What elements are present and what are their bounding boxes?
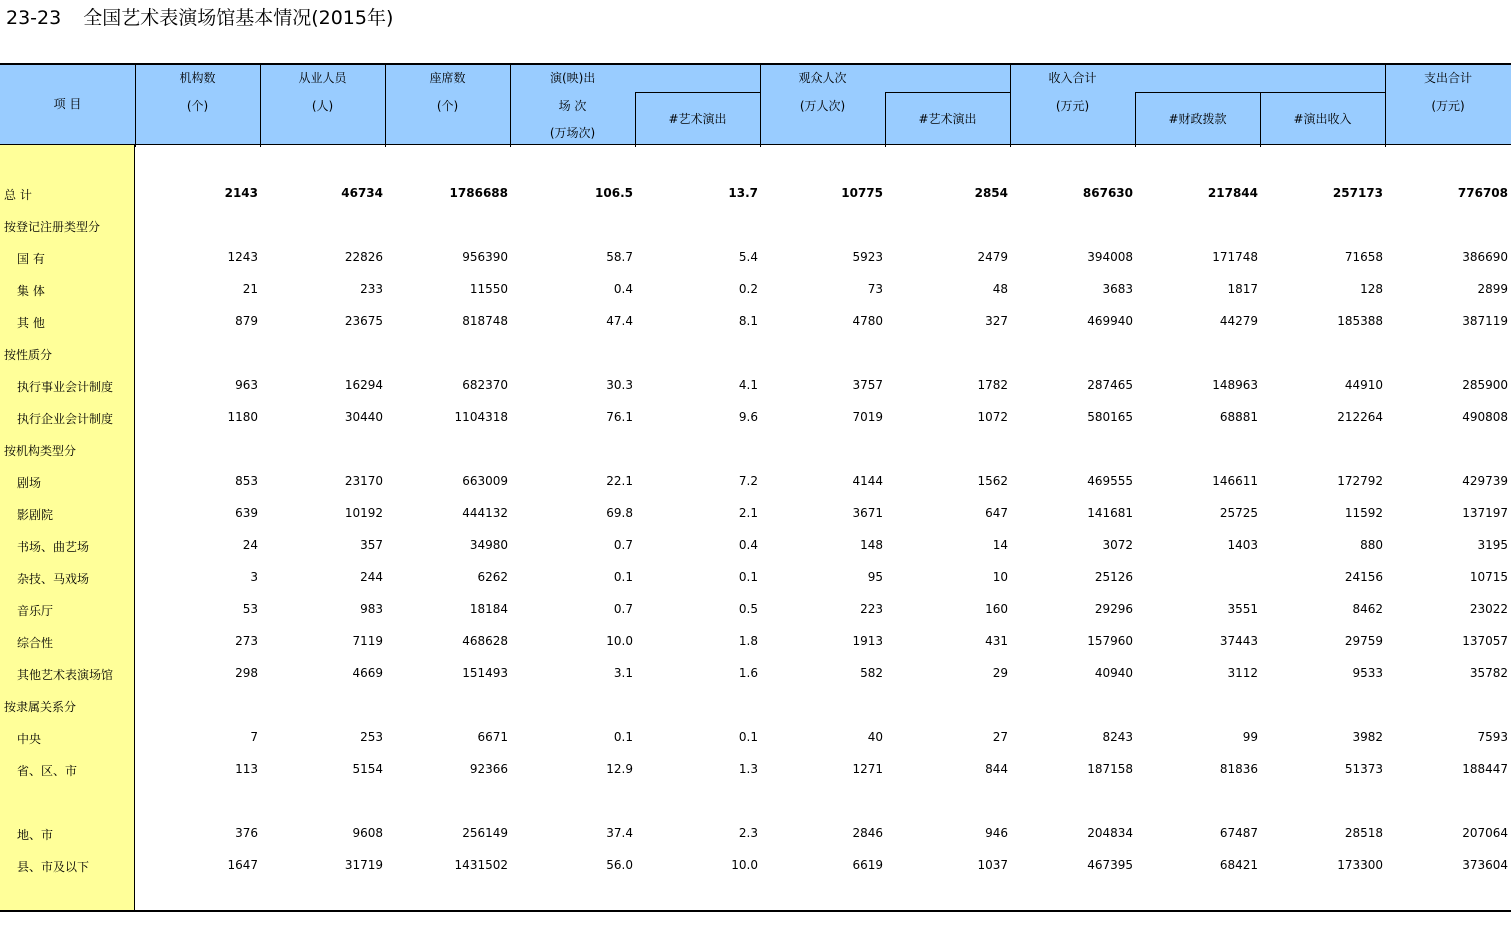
table-cell: 204834 xyxy=(1087,826,1133,840)
row-label: 杂技、马戏场 xyxy=(17,572,90,586)
row-label: 按登记注册类型分 xyxy=(4,220,101,234)
table-cell: 28518 xyxy=(1344,826,1383,840)
table-title xyxy=(6,6,393,30)
table-cell: 468628 xyxy=(462,634,508,648)
header-seats-unit: (个) xyxy=(436,99,459,113)
table-row xyxy=(0,369,1511,401)
table-cell: 73 xyxy=(867,282,883,296)
table-cell: 1431502 xyxy=(454,858,508,872)
table-cell: 24 xyxy=(242,538,258,552)
table-cell: 2143 xyxy=(224,186,258,200)
table-cell: 431 xyxy=(985,634,1008,648)
table-cell: 173300 xyxy=(1337,858,1383,872)
table-cell: 9608 xyxy=(352,826,383,840)
table-cell: 7593 xyxy=(1477,730,1508,744)
table-cell: 682370 xyxy=(462,378,508,392)
table-row xyxy=(0,305,1511,337)
row-label: 按性质分 xyxy=(4,348,53,362)
row-label: 执行事业会计制度 xyxy=(17,380,114,394)
header-expense-label: 支出合计 xyxy=(1423,71,1472,85)
table-cell: 0.1 xyxy=(738,570,758,584)
table-cell: 2846 xyxy=(852,826,883,840)
table-header xyxy=(0,63,1511,145)
table-cell: 0.7 xyxy=(613,602,633,616)
table-cell: 37443 xyxy=(1219,634,1258,648)
table-cell: 9533 xyxy=(1352,666,1383,680)
table-row xyxy=(0,241,1511,273)
table-cell: 11550 xyxy=(469,282,508,296)
table-cell: 14 xyxy=(992,538,1008,552)
table-cell: 467395 xyxy=(1087,858,1133,872)
table-cell: 69.8 xyxy=(606,506,633,520)
table-cell: 10715 xyxy=(1469,570,1508,584)
table-cell: 10.0 xyxy=(731,858,758,872)
table-cell: 157960 xyxy=(1087,634,1133,648)
table-cell: 853 xyxy=(235,474,258,488)
table-cell: 23170 xyxy=(344,474,383,488)
table-cell: 68881 xyxy=(1219,410,1258,424)
table-cell: 34980 xyxy=(469,538,508,552)
table-cell: 30.3 xyxy=(606,378,633,392)
table-row xyxy=(0,657,1511,689)
row-label: 书场、曲艺场 xyxy=(17,540,90,554)
table-cell: 3683 xyxy=(1102,282,1133,296)
header-institutions-unit: (个) xyxy=(186,99,209,113)
row-label: 省、区、市 xyxy=(17,764,78,778)
table-row xyxy=(0,849,1511,881)
table-cell: 171748 xyxy=(1212,250,1258,264)
table-cell: 1072 xyxy=(977,410,1008,424)
table-cell: 22.1 xyxy=(606,474,633,488)
table-cell: 244 xyxy=(360,570,383,584)
table-cell: 663009 xyxy=(462,474,508,488)
table-cell: 76.1 xyxy=(606,410,633,424)
header-item: 项 目 xyxy=(53,97,82,111)
table-cell: 137057 xyxy=(1462,634,1508,648)
table-section-row xyxy=(0,337,1511,369)
table-cell: 256149 xyxy=(462,826,508,840)
table-cell: 818748 xyxy=(462,314,508,328)
table-cell: 11592 xyxy=(1344,506,1383,520)
table-cell: 21 xyxy=(242,282,258,296)
header-audience-group: 观众人次 xyxy=(798,71,847,85)
table-cell: 233 xyxy=(360,282,383,296)
header-audience-art: #艺术演出 xyxy=(918,112,977,126)
table-cell: 963 xyxy=(235,378,258,392)
table-cell: 217844 xyxy=(1207,186,1258,200)
table-cell: 10192 xyxy=(344,506,383,520)
table-cell: 387119 xyxy=(1462,314,1508,328)
table-cell: 23022 xyxy=(1469,602,1508,616)
table-cell: 6671 xyxy=(477,730,508,744)
table-cell: 1104318 xyxy=(454,410,508,424)
table-cell: 1786688 xyxy=(449,186,508,200)
table-cell: 776708 xyxy=(1457,186,1508,200)
table-cell: 298 xyxy=(235,666,258,680)
table-cell: 429739 xyxy=(1462,474,1508,488)
header-performances-unit: (万场次) xyxy=(549,126,596,140)
table-cell: 0.1 xyxy=(738,730,758,744)
table-cell: 137197 xyxy=(1462,506,1508,520)
table-cell: 5.4 xyxy=(738,250,758,264)
table-cell: 1403 xyxy=(1227,538,1258,552)
table-cell: 207064 xyxy=(1462,826,1508,840)
table-cell: 25126 xyxy=(1094,570,1133,584)
table-section-row xyxy=(0,689,1511,721)
table-row xyxy=(0,177,1511,209)
header-expense xyxy=(1385,71,1511,113)
table-cell: 4780 xyxy=(852,314,883,328)
table-cell: 867630 xyxy=(1082,186,1133,200)
table-cell: 10 xyxy=(992,570,1008,584)
table-cell: 273 xyxy=(235,634,258,648)
table-cell: 99 xyxy=(1242,730,1258,744)
table-cell: 13.7 xyxy=(728,186,758,200)
table-cell: 53 xyxy=(242,602,258,616)
table-cell: 151493 xyxy=(462,666,508,680)
table-cell: 4144 xyxy=(852,474,883,488)
table-cell: 113 xyxy=(235,762,258,776)
table-row xyxy=(0,529,1511,561)
table-cell: 7.2 xyxy=(738,474,758,488)
header-seats-label: 座席数 xyxy=(429,71,466,85)
table-cell: 223 xyxy=(860,602,883,616)
row-label: 按机构类型分 xyxy=(4,444,77,458)
header-employees xyxy=(260,71,385,113)
table-cell: 2899 xyxy=(1477,282,1508,296)
header-audience-unit: (万人次) xyxy=(799,99,846,113)
table-cell: 5923 xyxy=(852,250,883,264)
table-cell: 44910 xyxy=(1344,378,1383,392)
table-cell: 394008 xyxy=(1087,250,1133,264)
table-row xyxy=(0,561,1511,593)
table-cell: 148 xyxy=(860,538,883,552)
table-cell: 327 xyxy=(985,314,1008,328)
table-cell: 2854 xyxy=(974,186,1008,200)
table-cell: 31719 xyxy=(344,858,383,872)
table-cell: 3671 xyxy=(852,506,883,520)
table-cell: 0.7 xyxy=(613,538,633,552)
table-cell: 469940 xyxy=(1087,314,1133,328)
table-row xyxy=(0,593,1511,625)
table-cell: 40 xyxy=(867,730,883,744)
table-cell: 67487 xyxy=(1219,826,1258,840)
header-performances xyxy=(510,99,635,140)
table-cell: 469555 xyxy=(1087,474,1133,488)
table-cell: 141681 xyxy=(1087,506,1133,520)
table-row xyxy=(0,497,1511,529)
table-row xyxy=(0,817,1511,849)
table-cell: 172792 xyxy=(1337,474,1383,488)
table-cell: 0.5 xyxy=(738,602,758,616)
table-cell: 46734 xyxy=(341,186,383,200)
table-cell: 29 xyxy=(992,666,1008,680)
table-cell: 35782 xyxy=(1469,666,1508,680)
table-cell: 44279 xyxy=(1219,314,1258,328)
table-cell: 2.3 xyxy=(738,826,758,840)
table-cell: 18184 xyxy=(469,602,508,616)
row-label: 综合性 xyxy=(17,636,54,650)
table-cell: 580165 xyxy=(1087,410,1133,424)
table-cell: 2479 xyxy=(977,250,1008,264)
table-cell: 1037 xyxy=(977,858,1008,872)
table-cell: 7 xyxy=(250,730,258,744)
header-income-performance: #演出收入 xyxy=(1293,112,1352,126)
row-label: 按隶属关系分 xyxy=(4,700,77,714)
table-cell: 3551 xyxy=(1227,602,1258,616)
row-label: 县、市及以下 xyxy=(17,860,90,874)
table-cell: 3195 xyxy=(1477,538,1508,552)
row-label: 音乐厅 xyxy=(17,604,54,618)
table-cell: 4669 xyxy=(352,666,383,680)
header-expense-unit: (万元) xyxy=(1431,99,1465,113)
table-cell: 3 xyxy=(250,570,258,584)
row-label: 地、市 xyxy=(17,828,54,842)
table-cell: 983 xyxy=(360,602,383,616)
table-cell: 6262 xyxy=(477,570,508,584)
table-cell: 81836 xyxy=(1219,762,1258,776)
table-cell: 40940 xyxy=(1094,666,1133,680)
table-cell: 373604 xyxy=(1462,858,1508,872)
table-cell: 10775 xyxy=(841,186,883,200)
table-cell: 3757 xyxy=(852,378,883,392)
table-cell: 1647 xyxy=(227,858,258,872)
table-cell: 92366 xyxy=(469,762,508,776)
table-cell: 490808 xyxy=(1462,410,1508,424)
table-title-text: 全国艺术表演场馆基本情况(2015年) xyxy=(83,7,394,29)
table-cell: 444132 xyxy=(462,506,508,520)
table-cell: 23675 xyxy=(344,314,383,328)
table-cell: 6619 xyxy=(852,858,883,872)
table-cell: 37.4 xyxy=(606,826,633,840)
table-cell: 956390 xyxy=(462,250,508,264)
header-performances-group: 演(映)出 xyxy=(550,71,596,85)
table-cell: 8.1 xyxy=(738,314,758,328)
table-cell: 30440 xyxy=(344,410,383,424)
table-cell: 95 xyxy=(867,570,883,584)
table-cell: 3112 xyxy=(1227,666,1258,680)
table-cell: 946 xyxy=(985,826,1008,840)
table-cell: 639 xyxy=(235,506,258,520)
table-cell: 1817 xyxy=(1227,282,1258,296)
table-cell: 1782 xyxy=(977,378,1008,392)
table-cell: 160 xyxy=(985,602,1008,616)
table-cell: 22826 xyxy=(344,250,383,264)
table-row xyxy=(0,721,1511,753)
row-label: 影剧院 xyxy=(17,508,54,522)
table-cell: 58.7 xyxy=(606,250,633,264)
table-cell: 257173 xyxy=(1332,186,1383,200)
table-section-row xyxy=(0,209,1511,241)
table-cell: 0.1 xyxy=(613,570,633,584)
table-cell: 1.8 xyxy=(738,634,758,648)
table-cell: 1.3 xyxy=(738,762,758,776)
row-label: 其他艺术表演场馆 xyxy=(17,668,114,682)
table-cell: 3072 xyxy=(1102,538,1133,552)
table-cell: 56.0 xyxy=(606,858,633,872)
table-cell: 51373 xyxy=(1344,762,1383,776)
table-cell: 1180 xyxy=(227,410,258,424)
table-cell: 187158 xyxy=(1087,762,1133,776)
data-table xyxy=(0,63,1511,912)
header-employees-label: 从业人员 xyxy=(298,71,347,85)
row-label: 国 有 xyxy=(17,252,45,266)
table-cell: 1562 xyxy=(977,474,1008,488)
table-cell: 185388 xyxy=(1337,314,1383,328)
table-cell: 47.4 xyxy=(606,314,633,328)
table-cell: 7019 xyxy=(852,410,883,424)
table-cell: 16294 xyxy=(344,378,383,392)
table-cell: 879 xyxy=(235,314,258,328)
table-row xyxy=(0,753,1511,785)
header-institutions xyxy=(135,71,260,113)
table-row xyxy=(0,273,1511,305)
table-cell: 146611 xyxy=(1212,474,1258,488)
table-cell: 1.6 xyxy=(738,666,758,680)
header-institutions-label: 机构数 xyxy=(179,71,216,85)
table-cell: 0.1 xyxy=(613,730,633,744)
table-cell: 128 xyxy=(1360,282,1383,296)
table-cell: 29759 xyxy=(1344,634,1383,648)
table-cell: 12.9 xyxy=(606,762,633,776)
table-cell: 5154 xyxy=(352,762,383,776)
table-cell: 285900 xyxy=(1462,378,1508,392)
row-label: 剧场 xyxy=(17,476,42,490)
table-cell: 1913 xyxy=(852,634,883,648)
table-cell: 188447 xyxy=(1462,762,1508,776)
table-cell: 4.1 xyxy=(738,378,758,392)
header-seats xyxy=(385,71,510,113)
table-cell: 25725 xyxy=(1219,506,1258,520)
header-performances-art: #艺术演出 xyxy=(668,112,727,126)
header-income-group: 收入合计 xyxy=(1048,71,1097,85)
table-cell: 0.2 xyxy=(738,282,758,296)
table-body xyxy=(0,145,1511,912)
row-label: 总 计 xyxy=(4,188,32,202)
table-cell: 1243 xyxy=(227,250,258,264)
table-cell: 212264 xyxy=(1337,410,1383,424)
table-cell: 386690 xyxy=(1462,250,1508,264)
table-cell: 0.4 xyxy=(738,538,758,552)
table-row xyxy=(0,465,1511,497)
header-income-fiscal: #财政拨款 xyxy=(1168,112,1227,126)
row-label: 其 他 xyxy=(17,316,45,330)
header-income-unit: (万元) xyxy=(1055,99,1090,113)
table-cell: 3.1 xyxy=(613,666,633,680)
table-cell: 48 xyxy=(992,282,1008,296)
table-cell: 253 xyxy=(360,730,383,744)
table-cell: 71658 xyxy=(1344,250,1383,264)
table-cell: 647 xyxy=(985,506,1008,520)
table-cell: 844 xyxy=(985,762,1008,776)
table-cell: 24156 xyxy=(1344,570,1383,584)
table-cell: 8462 xyxy=(1352,602,1383,616)
table-cell: 2.1 xyxy=(738,506,758,520)
table-row xyxy=(0,401,1511,433)
table-cell: 10.0 xyxy=(606,634,633,648)
table-cell: 880 xyxy=(1360,538,1383,552)
table-row xyxy=(0,625,1511,657)
table-cell: 27 xyxy=(992,730,1008,744)
table-cell: 29296 xyxy=(1094,602,1133,616)
table-section-row xyxy=(0,433,1511,465)
table-cell: 0.4 xyxy=(613,282,633,296)
table-cell: 106.5 xyxy=(595,186,633,200)
table-cell: 148963 xyxy=(1212,378,1258,392)
table-number: 23-23 xyxy=(6,7,62,29)
header-employees-unit: (人) xyxy=(311,99,334,113)
table-cell: 357 xyxy=(360,538,383,552)
table-cell: 582 xyxy=(860,666,883,680)
table-cell: 9.6 xyxy=(738,410,758,424)
row-label: 中央 xyxy=(17,732,42,746)
table-cell: 68421 xyxy=(1219,858,1258,872)
table-cell: 8243 xyxy=(1102,730,1133,744)
table-cell: 3982 xyxy=(1352,730,1383,744)
header-performances-label: 场 次 xyxy=(558,99,587,113)
row-label: 执行企业会计制度 xyxy=(17,412,114,426)
table-cell: 287465 xyxy=(1087,378,1133,392)
table-cell: 1271 xyxy=(852,762,883,776)
table-cell: 7119 xyxy=(352,634,383,648)
table-cell: 376 xyxy=(235,826,258,840)
row-label: 集 体 xyxy=(17,284,45,298)
